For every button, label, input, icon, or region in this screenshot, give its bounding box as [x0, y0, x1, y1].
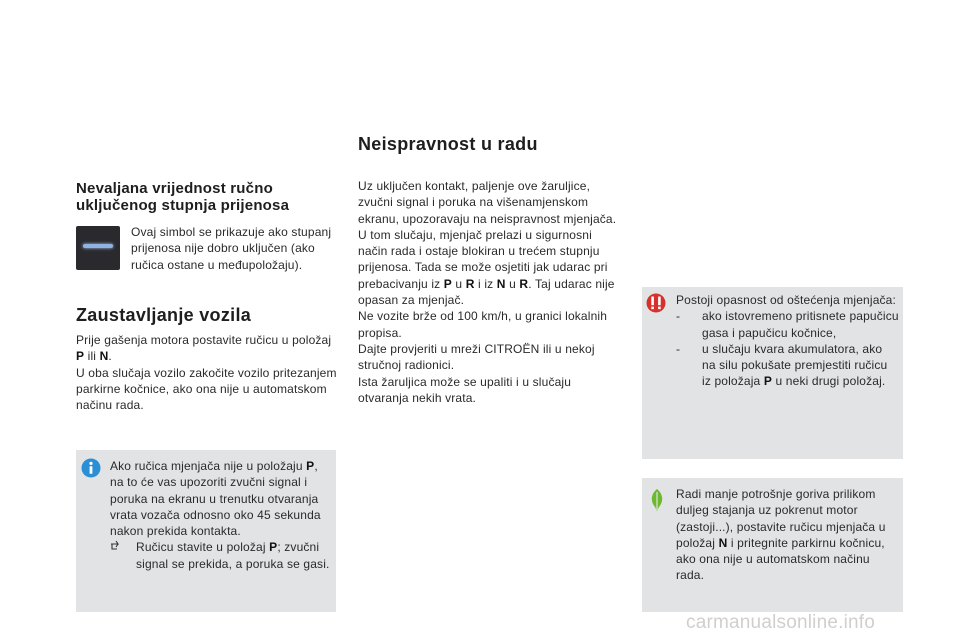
eco-leaf-icon: [648, 488, 666, 512]
gear-P: P: [763, 374, 772, 389]
malfunction-text: [358, 178, 624, 406]
gear-P: P: [306, 459, 315, 473]
stopping-paragraph-1: [76, 332, 338, 365]
text: i iz: [474, 276, 497, 291]
warning-box: [642, 287, 903, 459]
text: Radi manje potrošnje goriva prilikom duljeg stajanja uz pokrenut motor (zastoji...), postavite ručicu mjenjača u položaj: [676, 487, 886, 550]
warning-list-item: [676, 341, 899, 390]
malfunction-paragraph-1: [358, 178, 624, 308]
heading-invalid-gear: Nevaljana vrijednost ručno uključenog stupnja prijenosa: [76, 180, 290, 214]
warning-list-item: [676, 308, 899, 341]
info-list-item: [110, 539, 330, 572]
warning-text: [676, 292, 899, 390]
text: ako istovremeno pritisnete papučicu gasa i papučicu kočnice,: [702, 309, 899, 340]
text: i pritegnite parkirnu kočnicu, ako ona nije u automatskom načinu rada.: [676, 535, 885, 583]
text: u slučaju kvara akumulatora, ako na silu pokušate premjestiti ručicu iz položaja: [702, 341, 888, 389]
gear-R: R: [519, 276, 529, 291]
eco-text: [676, 486, 899, 584]
text: u: [505, 276, 520, 291]
text: .: [108, 349, 112, 364]
warning-icon: [646, 293, 666, 313]
text: ; zvučni signal se prekida, a poruka se gasi.: [136, 540, 330, 571]
symbol-description: Ovaj simbol se prikazuje ako stupanj prijenosa nije dobro uključen (ako ručica ostane u međupoložaju).: [131, 225, 332, 272]
dash-marker: -: [676, 309, 681, 324]
text: u neki drugi položaj.: [772, 374, 886, 389]
gear-P: P: [269, 540, 278, 555]
text: , na to će vas upozoriti zvučni signal i poruka na ekranu u trenutku otvaranja vrata vozača odnosno oko 45 sekunda nakon prekida kontakta.: [110, 459, 321, 539]
malfunction-paragraph-2: Ne vozite brže od 100 km/h, u granici lokalnih propisa.: [358, 309, 608, 340]
heading-stopping-vehicle: Zaustavljanje vozila: [76, 305, 252, 325]
text: Prije gašenja motora postavite ručicu u položaj: [76, 333, 332, 347]
eco-box: [642, 478, 903, 612]
text: . Taj udarac nije opasan za mjenjač.: [358, 276, 615, 308]
info-box: [76, 450, 336, 612]
text: ili: [84, 349, 100, 364]
gear-N: N: [718, 535, 728, 550]
stopping-text: [76, 332, 338, 413]
gear-indicator-icon: [76, 226, 120, 270]
dash-marker: -: [676, 341, 681, 356]
stopping-paragraph-2: U oba slučaja vozilo zakočite vozilo pritezanjem parkirne kočnice, ako ona nije u automatskom načinu rada.: [76, 365, 337, 413]
text: Uz uključen kontakt, paljenje ove žaruljice, zvučni signal i poruka na višenamjenskom ekranu, upozoravaju na neispravnost mjenjača. U tom slučaju, mjenjač prelazi u sigurnosni način rada i ostaje blokiran u trećem stupnju prijenosa. Tada se može osjetiti jak udarac pri prebacivanju iz: [358, 179, 617, 291]
eco-paragraph: [676, 486, 899, 584]
info-list: [110, 539, 330, 572]
gear-P: P: [76, 349, 85, 364]
heading-malfunction: Neispravnost u radu: [358, 134, 538, 154]
malfunction-paragraph-3: Dajte provjeriti u mreži CITROËN ili u nekoj stručnoj radionici.: [358, 341, 595, 373]
gear-P: P: [443, 276, 452, 291]
gear-N: N: [99, 349, 109, 364]
text: u: [451, 276, 466, 291]
text: Ručicu stavite u položaj: [136, 540, 270, 555]
gear-N: N: [496, 276, 506, 291]
warning-intro: Postoji opasnost od oštećenja mjenjača:: [676, 293, 896, 307]
text: Ako ručica mjenjača nije u položaju: [110, 459, 307, 473]
info-icon: [81, 458, 101, 478]
warning-list: [676, 308, 899, 389]
gear-R: R: [465, 276, 475, 291]
bullet-hand-icon: [110, 539, 122, 555]
info-text: [110, 458, 330, 572]
info-paragraph: [110, 458, 330, 539]
watermark: carmanualsonline.info: [686, 612, 876, 633]
malfunction-paragraph-4: Ista žaruljica može se upaliti i u slučaju otvaranja nekih vrata.: [358, 374, 572, 405]
